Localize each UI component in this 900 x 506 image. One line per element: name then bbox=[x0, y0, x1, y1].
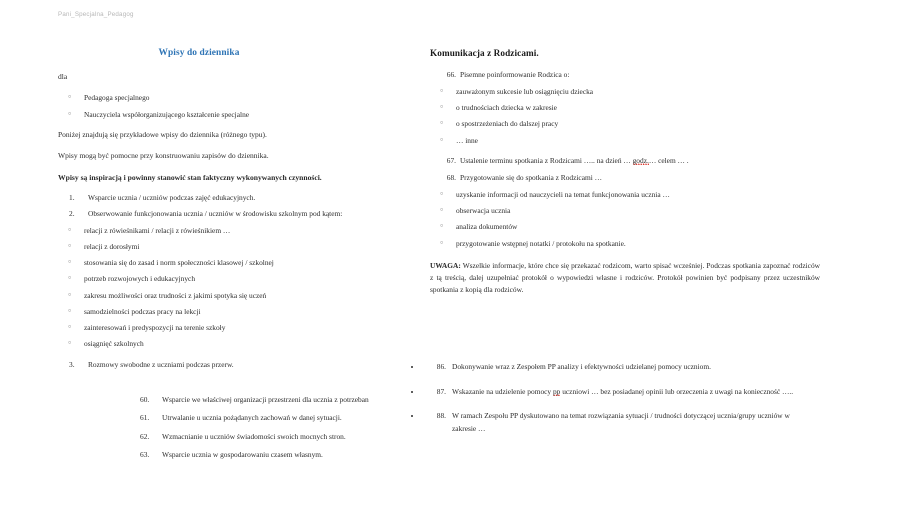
list-item bbox=[430, 70, 820, 80]
uwaga-label: UWAGA: bbox=[430, 260, 461, 270]
items-86-88-block bbox=[382, 361, 812, 447]
left-column bbox=[0, 48, 400, 376]
item-number: • 62. bbox=[140, 431, 150, 441]
note-line-1: Poniżej znajdują się przykładowe wpisy do dziennika (różnego typu). bbox=[58, 129, 267, 139]
sub-item-text: zainteresowań i predyspozycji na terenie szkoły bbox=[84, 323, 226, 333]
list-item bbox=[430, 206, 820, 215]
audience-label: Nauczyciela współorganizującego kształcenie specjalne bbox=[84, 109, 250, 119]
sub-list-68 bbox=[430, 190, 820, 248]
list-item bbox=[58, 258, 400, 267]
item-text: Dokonywanie wraz z Zespołem PP analizy i efektywności udzielanej pomocy uczniom. bbox=[452, 362, 711, 371]
list-item bbox=[58, 110, 400, 119]
list-item bbox=[58, 93, 400, 102]
list-item bbox=[430, 173, 820, 183]
sub-item-text: relacji z dorosłymi bbox=[84, 241, 140, 251]
item-number: 68. bbox=[446, 172, 456, 182]
sub-item-text: o spostrzeżeniach do dalszej pracy bbox=[456, 119, 559, 129]
list-item bbox=[58, 339, 400, 348]
item-number: • 88. bbox=[436, 411, 446, 421]
sub-item-text: zauważonym sukcesie lub osiągnięciu dziecka bbox=[456, 86, 594, 96]
item-text: Wzmacnianie u uczniów świadomości swoich mocnych stron. bbox=[162, 431, 346, 441]
sub-item-text: … inne bbox=[456, 135, 478, 145]
item-text-after: uczniowi … bez posiadanej opinii lub orzeczenia z uwagi na konieczność ….. bbox=[560, 386, 794, 396]
list-item bbox=[430, 190, 820, 199]
list-item bbox=[430, 222, 820, 231]
list-item bbox=[430, 239, 820, 248]
uwaga-text: Wszelkie informacje, które chce się przekazać rodzicom, warto spisać wcześniej. Podczas spotkania zapoznać rodziców z tą treścią, dalej uzupełniać protokół o wypowiedzi własne i rodziców. Protokół powinien być podpisany przez uczestników spotkania z kopią dla rodziców. bbox=[430, 260, 820, 294]
numbered-activity-list-continued bbox=[58, 360, 400, 369]
list-item bbox=[422, 386, 812, 399]
two-column-body bbox=[0, 48, 900, 376]
list-item bbox=[58, 193, 400, 202]
item-67-68-block bbox=[430, 156, 820, 183]
sub-item-text: o trudnościach dziecka w zakresie bbox=[456, 103, 557, 113]
item-text: Pisemne poinformowanie Rodzica o: bbox=[460, 70, 570, 79]
sub-item-text: zakresu możliwości oraz trudności z jakimi spotyka się uczeń bbox=[84, 290, 267, 300]
list-item bbox=[58, 323, 400, 332]
list-item bbox=[422, 361, 812, 374]
item-text-before: Wskazanie na udzielenie pomocy bbox=[452, 386, 553, 396]
numbered-activity-list bbox=[58, 193, 400, 219]
note-line-2: Wpisy mogą być pomocne przy konstruowaniu zapisów do dziennika. bbox=[58, 151, 269, 161]
list-item bbox=[58, 360, 400, 369]
item-number: 3. bbox=[69, 359, 75, 369]
item-number: • 61. bbox=[140, 413, 150, 423]
sub-item-text: analiza dokumentów bbox=[456, 222, 518, 232]
item-number: • 87. bbox=[436, 386, 446, 396]
item-number: 1. bbox=[69, 193, 75, 203]
sub-item-text: samodzielności podczas pracy na lekcji bbox=[84, 306, 201, 316]
list-item bbox=[140, 450, 440, 459]
sub-item-text: uzyskanie informacji od nauczycieli na temat funkcjonowania ucznia … bbox=[456, 189, 670, 199]
list-item bbox=[58, 226, 400, 235]
item-text: W ramach Zespołu PP dyskutowano na temat rozwiązania sytuacji / trudności dotyczącej ucznia/grupy uczniów w zakresie … bbox=[452, 411, 790, 433]
item-text-before: Ustalenie terminu spotkania z Rodzicami ….. na dzień … bbox=[460, 155, 633, 165]
sub-item-text: stosowania się do zasad i norm społeczności klasowej / szkolnej bbox=[84, 258, 274, 268]
list-item bbox=[430, 156, 820, 166]
item-text: Przygotowanie się do spotkania z Rodzicami … bbox=[460, 172, 603, 182]
item-number: • 86. bbox=[436, 362, 446, 371]
list-item bbox=[58, 242, 400, 251]
item-number: 66. bbox=[446, 70, 456, 79]
right-column bbox=[400, 48, 820, 296]
sub-list-66 bbox=[430, 87, 820, 145]
item-number: • 60. bbox=[140, 395, 150, 404]
list-item bbox=[58, 291, 400, 300]
item-number: 67. bbox=[446, 155, 456, 165]
item-text: Utrwalanie u ucznia pożądanych zachowań w danej sytuacji. bbox=[162, 413, 342, 423]
list-item bbox=[430, 103, 820, 112]
left-column-title: Wpisy do dziennika bbox=[158, 48, 240, 58]
running-header: Pani_Specjalna_Pedagog bbox=[58, 11, 134, 18]
item-text: Rozmowy swobodne z uczniami podczas przerw. bbox=[88, 359, 234, 369]
sub-item-text: przygotowanie wstępnej notatki / protokołu na spotkanie. bbox=[456, 238, 626, 248]
intro-label: dla bbox=[58, 72, 68, 81]
list-item bbox=[58, 209, 400, 218]
uwaga-paragraph bbox=[430, 260, 820, 296]
sub-item-text: potrzeb rozwojowych i edukacyjnych bbox=[84, 274, 196, 284]
item-text: Obserwowanie funkcjonowania ucznia / uczniów w środowisku szkolnym pod kątem: bbox=[88, 209, 343, 219]
sub-item-text: osiągnięć szkolnych bbox=[84, 339, 144, 349]
right-column-title: Komunikacja z Rodzicami. bbox=[430, 48, 539, 58]
audience-list bbox=[58, 93, 400, 119]
list-item bbox=[430, 136, 820, 145]
item-text: Wsparcie ucznia / uczniów podczas zajęć edukacyjnych. bbox=[88, 193, 256, 203]
item-number: • 63. bbox=[140, 449, 150, 459]
observation-sub-list bbox=[58, 226, 400, 349]
item-text: Wsparcie we właściwej organizacji przestrzeni dla ucznia z potrzeban bbox=[162, 395, 369, 404]
list-item bbox=[422, 410, 812, 435]
item-text-after: … celem … . bbox=[648, 155, 689, 165]
list-item bbox=[58, 307, 400, 316]
bold-note: Wpisy są inspiracją i powinny stanowić stan faktyczny wykonywanych czynności. bbox=[58, 172, 322, 182]
spellcheck-word-godz: godz. bbox=[632, 155, 649, 165]
list-item bbox=[58, 274, 400, 283]
item-66-block bbox=[430, 70, 820, 80]
item-number: 2. bbox=[69, 209, 75, 219]
item-text: Wsparcie ucznia w gospodarowaniu czasem własnym. bbox=[162, 449, 323, 459]
sub-item-text: obserwacja ucznia bbox=[456, 206, 511, 216]
list-item bbox=[430, 119, 820, 128]
spellcheck-word-pp: pp bbox=[552, 386, 561, 396]
list-item bbox=[430, 87, 820, 96]
sub-item-text: relacji z rówieśnikami / relacji z rówieśnikiem … bbox=[84, 225, 231, 235]
audience-label: Pedagoga specjalnego bbox=[84, 93, 150, 103]
